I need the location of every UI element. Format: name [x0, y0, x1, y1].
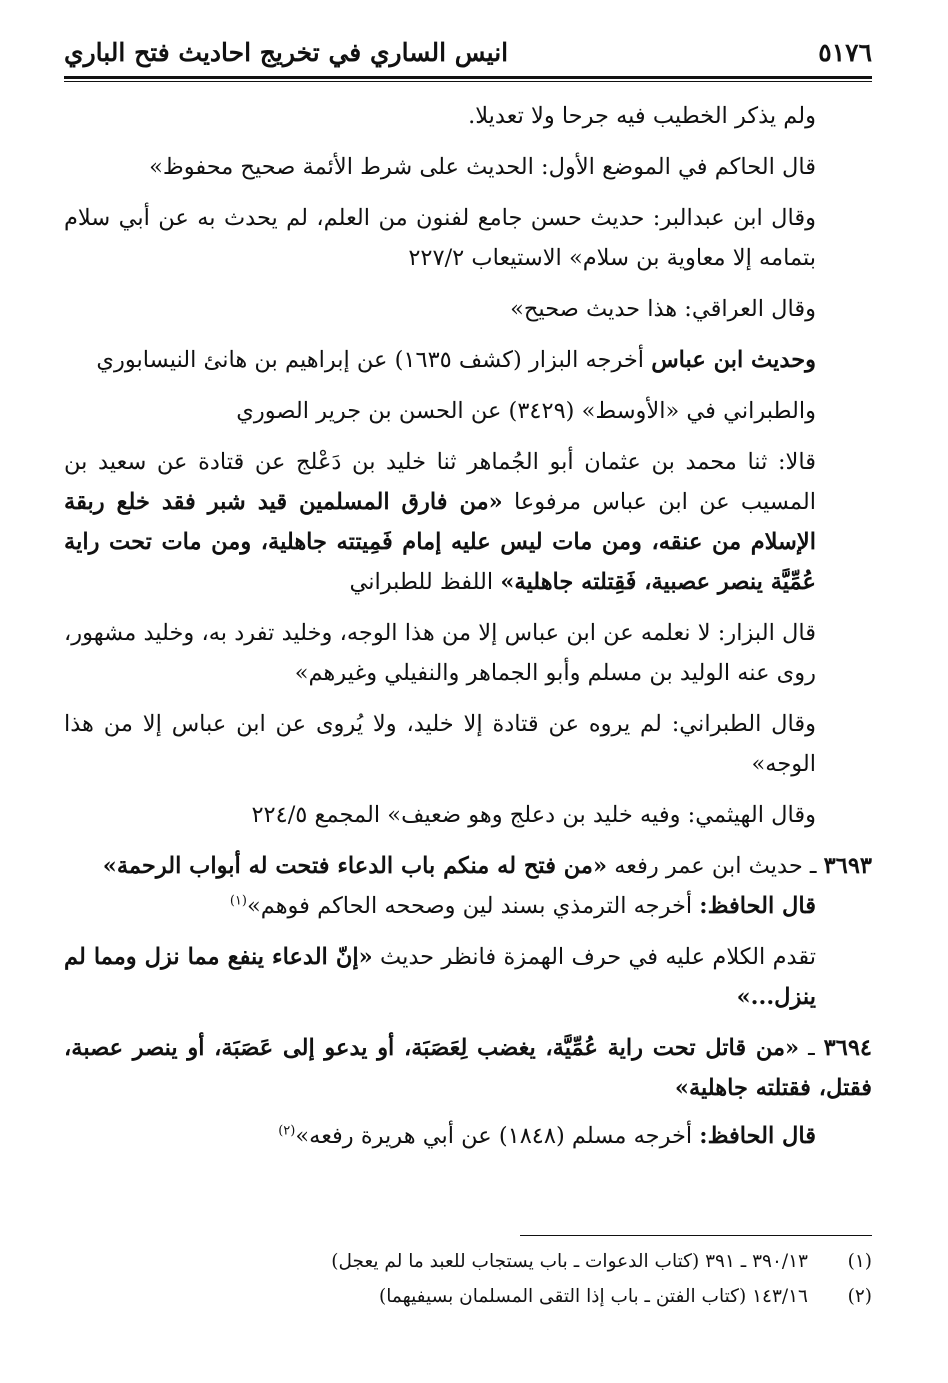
hadith-entry-3693	[64, 846, 872, 886]
text-run: تقدم الكلام عليه في حرف الهمزة فانظر حديث	[372, 944, 816, 970]
footnotes	[120, 1244, 872, 1314]
quote-label: قال الحافظ:	[699, 1123, 816, 1149]
paragraph-6: والطبراني في «الأوسط» (٣٤٢٩) عن الحسن بن جرير الصوري	[236, 398, 816, 424]
hafiz-quote-1	[64, 886, 872, 926]
footnote-number: (١)	[847, 1251, 872, 1272]
paragraph-10: وقال الهيثمي: وفيه خليد بن دعلج وهو ضعيف» المجمع ٢٢٤/٥	[251, 802, 816, 828]
hadith-text: «من فتح له منكم باب الدعاء فتحت له أبواب الرحمة»	[102, 853, 608, 879]
paragraph-9: وقال الطبراني: لم يروه عن قتادة إلا خليد، ولا يُروى عن ابن عباس إلا من هذا الوجه»	[64, 711, 816, 777]
hadith-number: ٣٦٩٤	[823, 1035, 872, 1061]
paragraph-4: وقال العراقي: هذا حديث صحيح»	[510, 296, 816, 322]
book-title: انيس الساري في تخريج احاديث فتح الباري	[64, 37, 509, 67]
hadith-text: «من قاتل تحت راية عُمِّيَّة، يغضب لِعَصَبَة، أو يدعو إلى عَصَبَة، أو ينصر عصبة، فقتل، فقتلته جاهلية»	[64, 1035, 872, 1101]
hafiz-quote-2	[64, 1116, 872, 1156]
paragraph-11	[64, 937, 872, 1017]
text-run: ـ	[799, 1035, 824, 1061]
paragraph-8: قال البزار: لا نعلمه عن ابن عباس إلا من هذا الوجه، وخليد تفرد به، وخليد مشهور، روى عنه الوليد بن مسلم وأبو الجماهر والنفيلي وغيرهم»	[64, 620, 816, 686]
page-number: ٥١٧٦	[818, 37, 872, 67]
hadith-text: «إنّ الدعاء ينفع مما نزل ومما لم ينزل...»	[64, 944, 816, 1010]
paragraph-3: وقال ابن عبدالبر: حديث حسن جامع لفنون من العلم، لم يحدث به عن أبي سلام بتمامه إلا معاوية بن سلام» الاستيعاب ٢٢٧/٢	[64, 205, 816, 271]
text-run: أخرجه مسلم (١٨٤٨) عن أبي هريرة رفعه»	[295, 1123, 700, 1149]
footnote-ref-1: (١)	[229, 893, 247, 909]
footnote-separator	[520, 1235, 872, 1236]
footnote-ref-2: (٢)	[278, 1123, 296, 1139]
text-run: أخرجه البزار (كشف ١٦٣٥) عن إبراهيم بن هانئ النيسابوري	[96, 347, 652, 373]
bold-phrase: وحديث ابن عباس	[651, 347, 816, 373]
main-text	[64, 96, 872, 1167]
footnote-text: ٣٩٠/١٣ ـ ٣٩١ (كتاب الدعوات ـ باب يستجاب للعبد ما لم يعجل)	[331, 1251, 808, 1272]
hadith-number: ٣٦٩٣	[823, 853, 872, 879]
hadith-text: «من فارق المسلمين قيد شبر فقد خلع ربقة الإسلام من عنقه، ومن مات ليس عليه إمام فَمِيتته جاهلية، ومن مات تحت راية عُمِّيَّة ينصر عصبية، فَقِتلته جاهلية»	[64, 489, 816, 595]
running-header	[64, 28, 872, 76]
text-run: قالا: ثنا محمد بن عثمان أبو الجُماهر ثنا خليد بن دَعْلج عن قتادة عن سعيد بن المسيب عن ابن عباس مرفوعا	[64, 449, 817, 515]
footnote-item	[120, 1279, 872, 1314]
footnote-item	[120, 1244, 872, 1279]
paragraph-2: قال الحاكم في الموضع الأول: الحديث على شرط الأئمة صحيح محفوظ»	[149, 154, 816, 180]
text-run: ـ حديث ابن عمر رفعه	[607, 853, 824, 879]
paragraph-7	[64, 442, 872, 602]
footnote-text: ١٤٣/١٦ (كتاب الفتن ـ باب إذا التقى المسلمان بسيفيهما)	[379, 1286, 808, 1307]
header-rule-thin	[64, 81, 872, 82]
header-rule-thick	[64, 76, 872, 79]
text-run: اللفظ للطبراني	[349, 569, 501, 595]
paragraph-5	[64, 340, 872, 380]
quote-label: قال الحافظ:	[699, 893, 816, 919]
text-run: أخرجه الترمذي بسند لين وصححه الحاكم فوهم»	[246, 893, 700, 919]
hadith-entry-3694	[64, 1028, 872, 1108]
paragraph-1: ولم يذكر الخطيب فيه جرحا ولا تعديلا.	[468, 103, 816, 129]
footnote-number: (٢)	[847, 1286, 872, 1307]
